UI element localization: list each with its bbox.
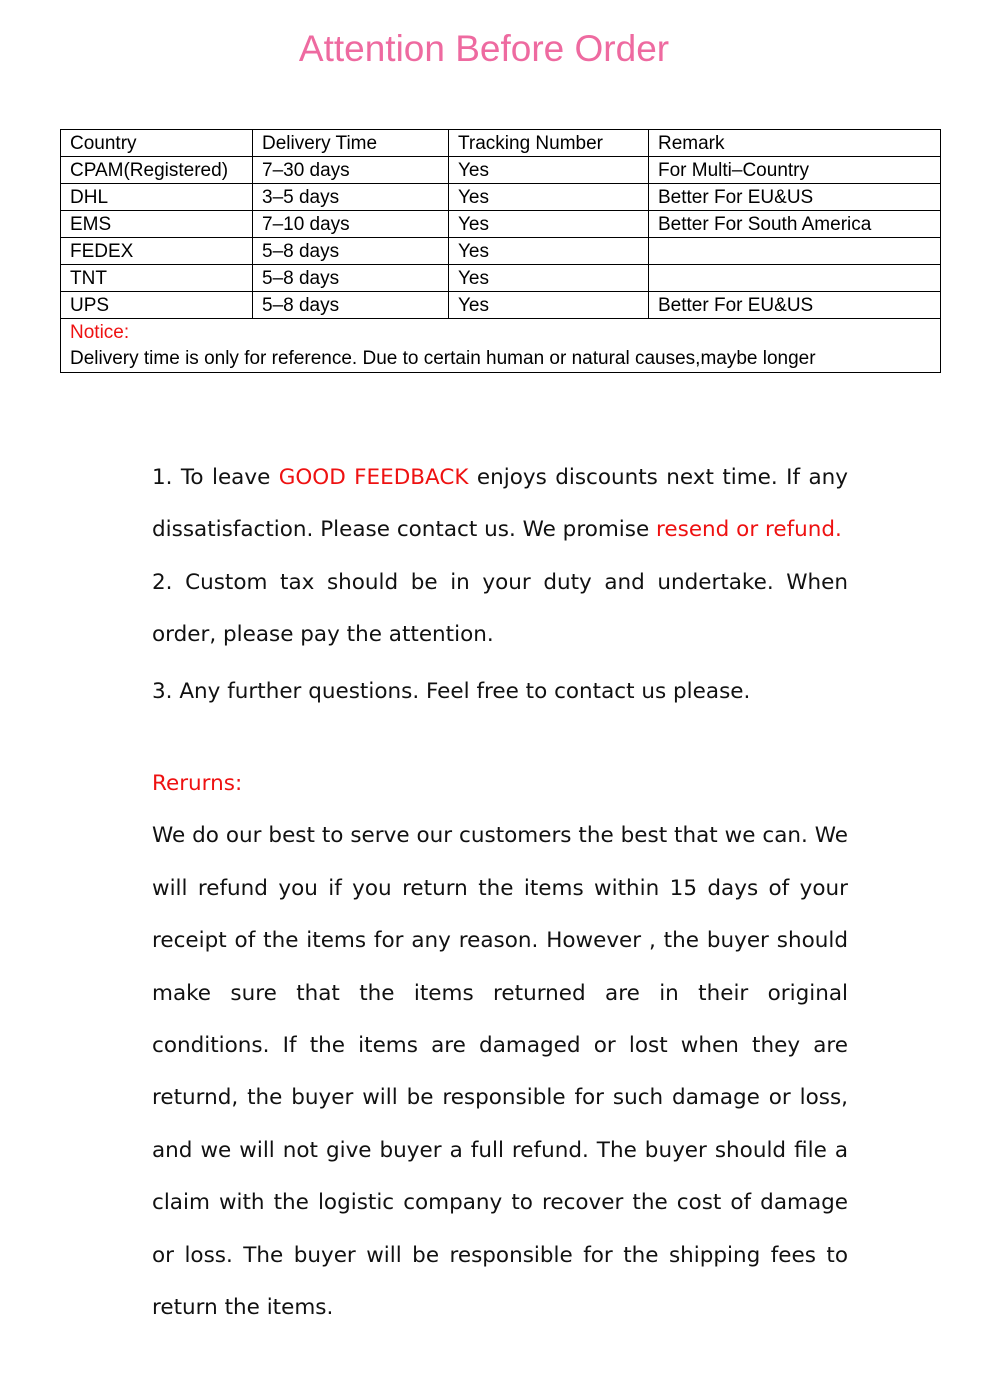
cell-delivery-time: 5–8 days: [253, 265, 449, 292]
resend-refund-highlight: resend or refund.: [656, 517, 842, 543]
cell-country: CPAM(Registered): [61, 157, 253, 184]
cell-delivery-time: 7–30 days: [253, 157, 449, 184]
cell-country: TNT: [61, 265, 253, 292]
cell-tracking: Yes: [449, 211, 649, 238]
term-1-text-b: enjoys discounts next time. If any dissatisfaction. Please contact us. We promise: [152, 465, 848, 543]
notice-label: Notice:: [70, 322, 130, 343]
cell-delivery-time: 3–5 days: [253, 184, 449, 211]
header-remark: Remark: [649, 130, 941, 157]
cell-tracking: Yes: [449, 184, 649, 211]
table-row: [61, 184, 941, 211]
table-row: [61, 157, 941, 184]
returns-section: [152, 758, 848, 1334]
cell-country: DHL: [61, 184, 253, 211]
header-delivery-time: Delivery Time: [253, 130, 449, 157]
notice-cell: [61, 319, 941, 373]
cell-remark: Better For South America: [649, 211, 941, 238]
table-row: [61, 238, 941, 265]
cell-delivery-time: 5–8 days: [253, 292, 449, 319]
term-item-2: 2. Custom tax should be in your duty and undertake. When order, please pay the attention.: [152, 569, 848, 648]
table-row: [61, 265, 941, 292]
term-1-text-a: 1. To leave: [152, 465, 279, 490]
notice-text: Delivery time is only for reference. Due to certain human or natural causes,maybe longer: [70, 348, 816, 369]
term-item-3: 3. Any further questions. Feel free to contact us please.: [152, 678, 751, 704]
returns-body: We do our best to serve our customers the best that we can. We will refund you if you return the items within 15 days of your receipt of the items for any reason. However , the buyer should make sure that the items returned are in their original conditions. If the items are damaged or lost when they are returnd, the buyer will be responsible for such damage or loss, and we will not give buyer a full refund. The buyer should file a claim with the logistic company to recover the cost of damage or loss. The buyer will be responsible for the shipping fees to return the items.: [152, 823, 848, 1321]
cell-remark: Better For EU&US: [649, 184, 941, 211]
cell-tracking: Yes: [449, 238, 649, 265]
term-item-1: [152, 452, 848, 557]
cell-delivery-time: 5–8 days: [253, 238, 449, 265]
header-country: Country: [61, 130, 253, 157]
table-row: [61, 292, 941, 319]
delivery-table: [60, 129, 941, 373]
terms-section: [152, 452, 848, 718]
cell-delivery-time: 7–10 days: [253, 211, 449, 238]
cell-country: EMS: [61, 211, 253, 238]
cell-remark: [649, 265, 941, 292]
table-row: [61, 211, 941, 238]
notice-row: [61, 319, 941, 373]
table-header-row: [61, 130, 941, 157]
page-title: Attention Before Order: [298, 28, 670, 69]
cell-country: FEDEX: [61, 238, 253, 265]
returns-title: Rerurns:: [152, 771, 243, 796]
cell-remark: [649, 238, 941, 265]
header-tracking-number: Tracking Number: [449, 130, 649, 157]
cell-tracking: Yes: [449, 157, 649, 184]
cell-remark: For Multi–Country: [649, 157, 941, 184]
cell-country: UPS: [61, 292, 253, 319]
good-feedback-highlight: GOOD FEEDBACK: [278, 465, 469, 490]
cell-remark: Better For EU&US: [649, 292, 941, 319]
cell-tracking: Yes: [449, 265, 649, 292]
cell-tracking: Yes: [449, 292, 649, 319]
